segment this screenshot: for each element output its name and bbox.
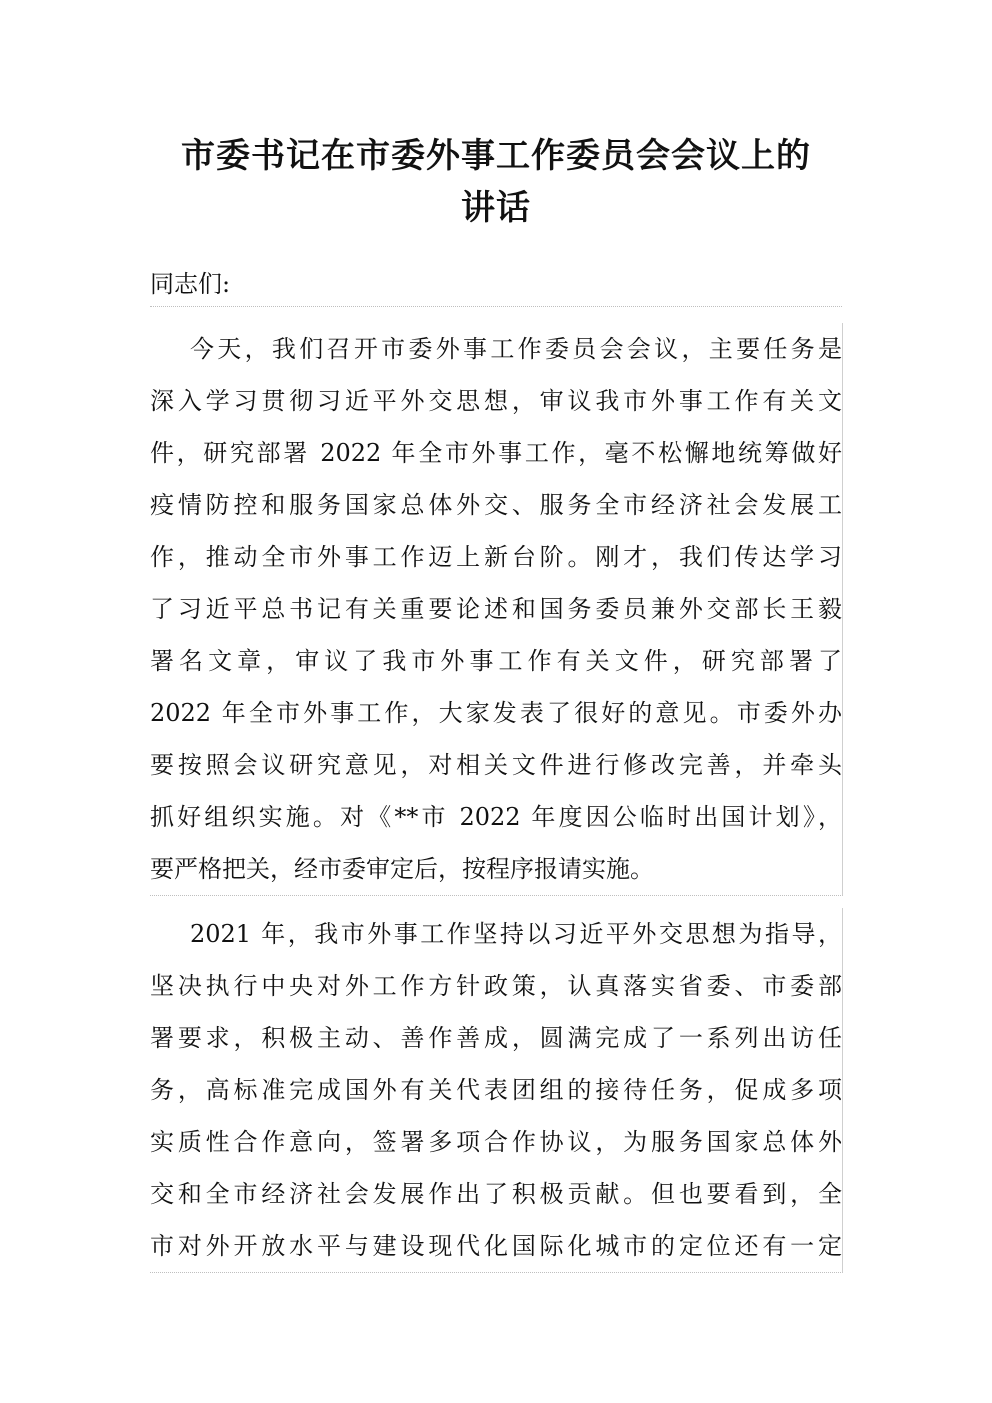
text-line: 市对外开放水平与建设现代化国际化城市的定位还有一定 (150, 1232, 842, 1260)
text-line: 要按照会议研究意见，对相关文件进行修改完善，并牵头 (150, 751, 842, 779)
paragraph-1 (150, 323, 843, 896)
title-line-2: 讲话 (461, 188, 531, 228)
text-line: 要严格把关，经市委审定后，按程序报请实施。 (150, 855, 654, 883)
text-line: 交和全市经济社会发展作出了积极贡献。但也要看到，全 (150, 1180, 842, 1208)
title-line-1: 市委书记在市委外事工作委员会会议上的 (181, 136, 811, 176)
text-line: 深入学习贯彻习近平外交思想，审议我市外事工作有关文 (150, 387, 842, 415)
text-line: 实质性合作意向，签署多项合作协议，为服务国家总体外 (150, 1128, 842, 1156)
text-line: 2022 年全市外事工作，大家发表了很好的意见。市委外办 (150, 699, 842, 727)
text-line: 务，高标准完成国外有关代表团组的接待任务，促成多项 (150, 1076, 842, 1104)
text-line: 疫情防控和服务国家总体外交、服务全市经济社会发展工 (150, 491, 842, 519)
text-line: 坚决执行中央对外工作方针政策，认真落实省委、市委部 (150, 972, 842, 1000)
text-line: 署名文章，审议了我市外事工作有关文件，研究部署了 (150, 647, 842, 675)
text-line: 署要求，积极主动、善作善成，圆满完成了一系列出访任 (150, 1024, 842, 1052)
text-line: 今天，我们召开市委外事工作委员会会议，主要任务是 (190, 335, 842, 363)
text-line: 了习近平总书记有关重要论述和国务委员兼外交部长王毅 (150, 595, 842, 623)
salutation: 同志们: (150, 262, 842, 307)
text-line: 件，研究部署 2022 年全市外事工作，毫不松懈地统筹做好 (150, 439, 842, 467)
text-line: 2021 年，我市外事工作坚持以习近平外交思想为指导， (190, 920, 842, 948)
paragraph-2 (150, 908, 843, 1273)
document-title (150, 130, 842, 234)
text-line: 作，推动全市外事工作迈上新台阶。刚才，我们传达学习 (150, 543, 842, 571)
text-line: 抓好组织实施。对《**市 2022 年度因公临时出国计划》， (150, 803, 842, 831)
